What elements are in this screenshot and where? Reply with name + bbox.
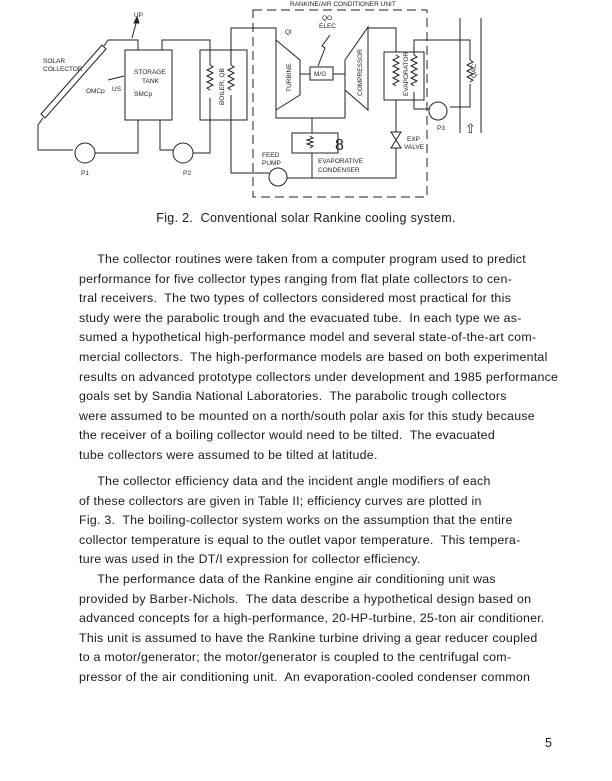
pump-p2 [173,143,193,163]
exp-label: EXP [407,136,421,143]
text-line: This unit is assumed to have the Rankine turbine driving a gear reducer coupled [79,630,538,645]
p2-label: P2 [183,170,191,177]
solar-collector [38,17,139,150]
feed-pump [269,168,287,186]
compressor-label: COMPRESSOR [357,49,364,96]
up-label: UP [134,12,144,19]
text-line: study were the parabolic trough and the evacuated tube. In each type we as- [79,310,522,325]
evaporator-label: EVAPORATOR [403,51,410,96]
smcp-label: SMCp [134,91,153,98]
valve-label: VALVE [404,144,424,151]
text-line: were assumed to be mounted on a north/south polar axis for this study because [79,408,535,423]
pump-label: PUMP [262,160,281,167]
omcp-label: OMCp [86,88,105,95]
paragraph-efficiency [79,472,549,570]
expansion-valve [391,132,401,148]
text-line: The performance data of the Rankine engine air conditioning unit was [79,572,496,586]
text-line: tube collectors were assumed to be tilted at latitude. [79,447,378,462]
text-line: advanced concepts for a high-performance, 20-HP-turbine, 25-ton air conditioner. [79,611,545,626]
text-line: of these collectors are given in Table II; efficiency curves are plotted in [79,493,482,508]
qi-label: QI [285,29,292,36]
text-line: mercial collectors. The high-performance models are based on both experimental [79,349,548,364]
text-line: The collector routines were taken from a computer program used to predict [79,252,526,266]
condenser-label: EVAPORATIVE [318,158,363,165]
elec-label: ELEC [319,23,336,30]
paragraph-collectors [79,250,559,466]
air-flow-arrow-icon: ⇧ [465,121,476,136]
paragraph-rankine-unit [79,570,549,688]
evaporative-condenser [292,133,338,153]
storage-label: STORAGE [134,69,166,76]
text-line: pressor of the air conditioning unit. An evaporation-cooled condenser common [79,669,531,684]
mg-label: M/G [314,71,327,78]
pump-p3 [429,102,447,120]
text-line: The collector efficiency data and the incident angle modifiers of each [79,474,491,488]
text-line: to a motor/generator; the motor/generator is coupled to the centrifugal com- [79,650,512,665]
solar-collector-label: SOLAR [43,58,66,65]
text-line: performance for five collector types ranging from flat plate collectors to cen- [79,271,512,286]
page-number: 5 [545,736,552,750]
text-line: the receiver of a boiling collector would need to be tilted. The evacuated [79,428,495,443]
pump-p1 [75,143,95,163]
text-line: results on advanced prototype collectors under development and 1985 performance [79,369,559,384]
text-line: Fig. 3. The boiling-collector system works on the assumption that the entire [79,513,513,528]
tank-label: TANK [142,78,159,85]
unit-title: RANKINE/AIR CONDITIONER UNIT [290,1,396,8]
boiler-label: BOILER, QB [219,68,226,105]
feed-label: FEED [262,152,280,159]
text-line: ture was used in the DT/I expression for collector efficiency. [79,552,421,567]
p1-label: P1 [81,170,89,177]
text-line: provided by Barber-Nichols. The data describe a hypothetical design based on [79,591,532,606]
p3-label: P3 [437,125,445,132]
us-label: US [112,86,122,93]
turbine-label: TURBINE [286,63,293,92]
figure-caption: Fig. 2. Conventional solar Rankine cooling system. [156,211,456,225]
qo-label: QO [322,15,333,22]
text-line: goals set by Sandia National Laboratories. The parabolic trough collectors [79,389,507,404]
text-line: tral receivers. The two types of collectors considered most practical for this [79,291,512,306]
solar-collector-label-2: COLLECTOR [43,66,83,73]
fan-icon: 8 [335,137,344,154]
qac-label: QAC [471,63,478,78]
condenser-label-2: CONDENSER [318,167,360,174]
solar-rankine-cooling-diagram [0,0,612,210]
text-line: collector temperature is equal to the outlet vapor temperature. This tempera- [79,532,521,547]
storage-tank [125,50,172,120]
text-line: sumed a hypothetical high-performance model and several state-of-the-art com- [79,330,537,345]
